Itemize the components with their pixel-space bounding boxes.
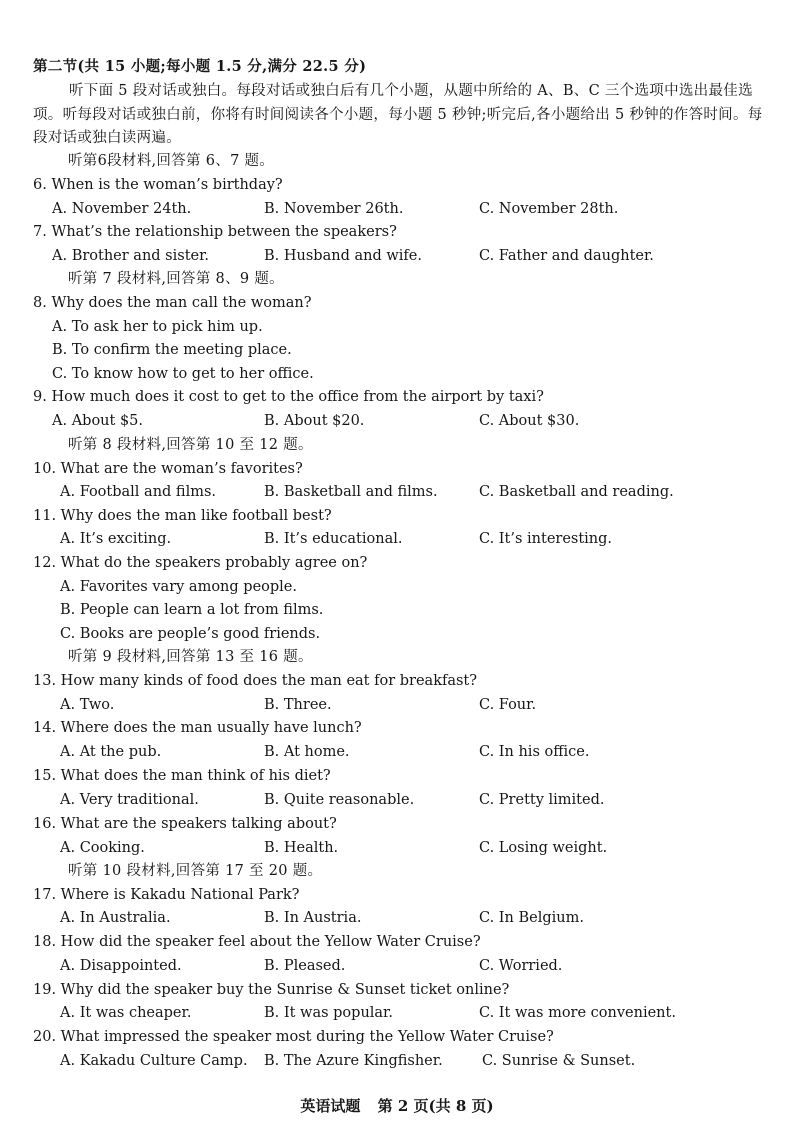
question-16-option-c: C. Losing weight.: [479, 840, 608, 856]
question-12-stem: 12. What do the speakers probably agree on?: [33, 555, 368, 571]
question-8-stem: 8. Why does the man call the woman?: [33, 295, 312, 311]
question-15-option-a: A. Very traditional.: [60, 792, 199, 808]
question-11-option-b: B. It’s educational.: [264, 531, 403, 547]
question-17-option-b: B. In Austria.: [264, 910, 362, 926]
question-8-option-a: A. To ask her to pick him up.: [52, 319, 263, 335]
listening-instruction-material-7: 听第 7 段材料,回答第 8、9 题。: [68, 271, 284, 287]
question-18-option-a: A. Disappointed.: [60, 958, 182, 974]
question-9-option-a: A. About $5.: [52, 413, 144, 429]
question-7-option-a: A. Brother and sister.: [52, 248, 210, 264]
question-20-stem: 20. What impressed the speaker most during the Yellow Water Cruise?: [33, 1029, 554, 1045]
question-16-stem: 16. What are the speakers talking about?: [33, 816, 337, 832]
question-17-option-c: C. In Belgium.: [479, 910, 584, 926]
question-18-stem: 18. How did the speaker feel about the Yellow Water Cruise?: [33, 934, 481, 950]
question-14-option-a: A. At the pub.: [60, 744, 162, 760]
question-13-option-c: C. Four.: [479, 697, 537, 713]
section-instructions: 听下面 5 段对话或独白。每段对话或独白后有几个小题，从题中所给的 A、B、C 三个选项中选出最佳选项。听每段对话或独白前，你将有时间阅读各个小题，每小题 5 秒钟;听完后,各小题给出 5 秒钟的作答时间。每段对话或独白读两遍。: [33, 83, 763, 146]
question-19-option-a: A. It was cheaper.: [60, 1005, 192, 1021]
question-8-option-b: B. To confirm the meeting place.: [52, 342, 292, 358]
question-12-option-b: B. People can learn a lot from films.: [60, 602, 324, 618]
question-7-stem: 7. What’s the relationship between the speakers?: [33, 224, 397, 240]
question-16-option-b: B. Health.: [264, 840, 339, 856]
question-10-option-a: A. Football and films.: [60, 484, 217, 500]
question-8-option-c: C. To know how to get to her office.: [52, 366, 314, 382]
page-footer: [0, 1095, 794, 1116]
question-19-option-b: B. It was popular.: [264, 1005, 394, 1021]
section-heading: 第二节(共 15 小题;每小题 1.5 分,满分 22.5 分): [33, 58, 367, 75]
question-18-option-c: C. Worried.: [479, 958, 563, 974]
question-11-option-a: A. It’s exciting.: [60, 531, 172, 547]
question-12-option-c: C. Books are people’s good friends.: [60, 626, 321, 642]
listening-instruction-material-6: 听第6段材料,回答第 6、7 题。: [68, 153, 275, 169]
question-7-option-c: C. Father and daughter.: [479, 248, 654, 264]
question-15-stem: 15. What does the man think of his diet?: [33, 768, 331, 784]
question-6-option-b: B. November 26th.: [264, 201, 404, 217]
listening-instruction-material-10: 听第 10 段材料,回答第 17 至 20 题。: [68, 863, 323, 879]
question-6-option-c: C. November 28th.: [479, 201, 619, 217]
footer-page-number: 第 2 页(共 8 页): [377, 1097, 494, 1115]
question-10-stem: 10. What are the woman’s favorites?: [33, 461, 303, 477]
question-13-option-a: A. Two.: [60, 697, 115, 713]
question-10-option-c: C. Basketball and reading.: [479, 484, 674, 500]
question-18-option-b: B. Pleased.: [264, 958, 346, 974]
question-12-option-a: A. Favorites vary among people.: [60, 579, 297, 595]
question-20-option-a: A. Kakadu Culture Camp.: [60, 1053, 248, 1069]
question-6-stem: 6. When is the woman’s birthday?: [33, 177, 283, 193]
question-20-option-b: B. The Azure Kingfisher.: [264, 1053, 443, 1069]
question-7-option-b: B. Husband and wife.: [264, 248, 422, 264]
question-9-stem: 9. How much does it cost to get to the office from the airport by taxi?: [33, 389, 544, 405]
question-6-option-a: A. November 24th.: [52, 201, 192, 217]
question-19-option-c: C. It was more convenient.: [479, 1005, 676, 1021]
question-11-stem: 11. Why does the man like football best?: [33, 508, 332, 524]
question-11-option-c: C. It’s interesting.: [479, 531, 613, 547]
question-17-stem: 17. Where is Kakadu National Park?: [33, 887, 300, 903]
footer-subject: 英语试题: [300, 1097, 361, 1115]
listening-instruction-material-8: 听第 8 段材料,回答第 10 至 12 题。: [68, 437, 313, 453]
listening-instruction-material-9: 听第 9 段材料,回答第 13 至 16 题。: [68, 649, 313, 665]
question-9-option-c: C. About $30.: [479, 413, 580, 429]
question-17-option-a: A. In Australia.: [60, 910, 171, 926]
question-19-stem: 19. Why did the speaker buy the Sunrise & Sunset ticket online?: [33, 982, 510, 998]
question-13-option-b: B. Three.: [264, 697, 332, 713]
question-20-option-c: C. Sunrise & Sunset.: [482, 1053, 636, 1069]
question-9-option-b: B. About $20.: [264, 413, 365, 429]
question-10-option-b: B. Basketball and films.: [264, 484, 438, 500]
question-13-stem: 13. How many kinds of food does the man eat for breakfast?: [33, 673, 478, 689]
question-15-option-c: C. Pretty limited.: [479, 792, 605, 808]
question-16-option-a: A. Cooking.: [60, 840, 145, 856]
question-14-stem: 14. Where does the man usually have lunch?: [33, 720, 362, 736]
question-14-option-b: B. At home.: [264, 744, 350, 760]
question-14-option-c: C. In his office.: [479, 744, 590, 760]
question-15-option-b: B. Quite reasonable.: [264, 792, 415, 808]
